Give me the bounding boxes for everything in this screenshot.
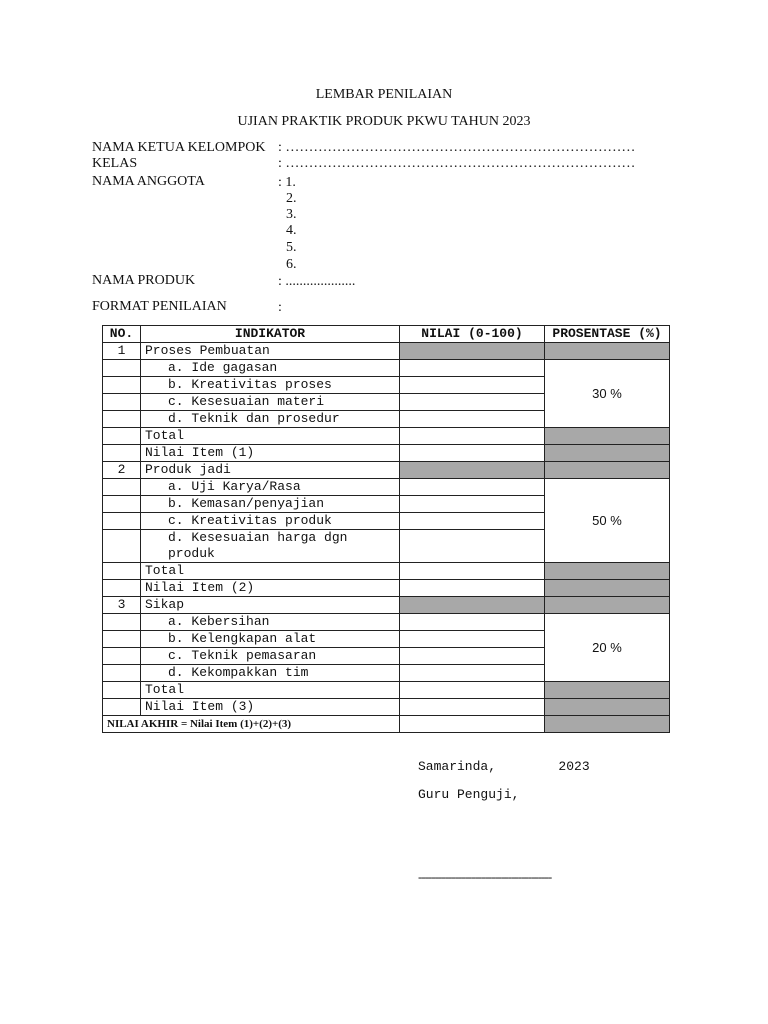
shaded-cell (545, 580, 670, 597)
nilai-item-label: Nilai Item (3) (141, 699, 400, 716)
score-cell[interactable] (400, 360, 545, 377)
doc-subtitle: UJIAN PRAKTIK PRODUK PKWU TAHUN 2023 (237, 114, 531, 129)
shaded-cell (545, 445, 670, 462)
indicator-item: d. Kesesuaian harga dgn produk (141, 530, 400, 563)
empty-cell (103, 682, 141, 699)
section-no: 2 (103, 462, 141, 479)
total-label: Total (141, 428, 400, 445)
indicator-item: c. Kesesuaian materi (141, 394, 400, 411)
examiner-role: Guru Penguji, (418, 787, 520, 802)
score-cell[interactable] (400, 428, 545, 445)
anggota-item: 6. (286, 257, 297, 272)
shaded-cell (545, 716, 670, 733)
shaded-cell (400, 597, 545, 614)
table-row (103, 479, 670, 496)
format-label: FORMAT PENILAIAN (92, 299, 227, 314)
empty-cell (103, 699, 141, 716)
section-title: Produk jadi (141, 462, 400, 479)
table-row (103, 445, 670, 462)
empty-cell (103, 614, 141, 631)
doc-title: LEMBAR PENILAIAN (315, 87, 453, 102)
score-cell[interactable] (400, 496, 545, 513)
empty-cell (103, 377, 141, 394)
indicator-item: b. Kreativitas proses (141, 377, 400, 394)
anggota-item: 4. (286, 223, 297, 238)
score-cell[interactable] (400, 563, 545, 580)
anggota-item: 5. (286, 240, 297, 255)
section-title: Proses Pembuatan (141, 343, 400, 360)
empty-cell (103, 631, 141, 648)
shaded-cell (545, 699, 670, 716)
table-row (103, 343, 670, 360)
empty-cell (103, 563, 141, 580)
anggota-item: : 1. (278, 175, 296, 190)
shaded-cell (400, 343, 545, 360)
header-indikator: INDIKATOR (141, 326, 400, 343)
table-row (103, 580, 670, 597)
empty-cell (103, 479, 141, 496)
shaded-cell (545, 343, 670, 360)
percent-cell: 50 % (545, 479, 670, 563)
produk-value: : .................... (278, 274, 356, 289)
empty-cell (103, 445, 141, 462)
place-date: Samarinda, 2023 (418, 759, 590, 774)
table-header-row (103, 326, 670, 343)
empty-cell (103, 665, 141, 682)
score-cell[interactable] (400, 377, 545, 394)
total-label: Total (141, 682, 400, 699)
percent-cell: 20 % (545, 614, 670, 682)
kelas-value: : ………………………………………………………………… (278, 156, 636, 171)
ketua-value: : ………………………………………………………………… (278, 140, 636, 155)
table-row (103, 682, 670, 699)
nilai-item-label: Nilai Item (2) (141, 580, 400, 597)
section-no: 1 (103, 343, 141, 360)
score-cell[interactable] (400, 699, 545, 716)
score-cell[interactable] (400, 479, 545, 496)
indicator-item: c. Teknik pemasaran (141, 648, 400, 665)
score-cell[interactable] (400, 614, 545, 631)
empty-cell (103, 648, 141, 665)
empty-cell (103, 530, 141, 563)
table-row (103, 563, 670, 580)
empty-cell (103, 394, 141, 411)
header-prosentase: PROSENTASE (%) (545, 326, 670, 343)
score-cell[interactable] (400, 530, 545, 563)
score-cell[interactable] (400, 716, 545, 733)
score-cell[interactable] (400, 394, 545, 411)
format-value: : (278, 300, 282, 315)
ketua-label: NAMA KETUA KELOMPOK (92, 140, 266, 155)
score-cell[interactable] (400, 665, 545, 682)
empty-cell (103, 580, 141, 597)
table-row (103, 428, 670, 445)
score-cell[interactable] (400, 411, 545, 428)
empty-cell (103, 496, 141, 513)
section-no: 3 (103, 597, 141, 614)
percent-cell: 30 % (545, 360, 670, 428)
anggota-item: 2. (286, 191, 297, 206)
anggota-item: 3. (286, 207, 297, 222)
final-row (103, 716, 670, 733)
score-cell[interactable] (400, 631, 545, 648)
table-row (103, 699, 670, 716)
header-nilai: NILAI (0-100) (400, 326, 545, 343)
shaded-cell (545, 682, 670, 699)
empty-cell (103, 411, 141, 428)
score-cell[interactable] (400, 580, 545, 597)
empty-cell (103, 428, 141, 445)
score-cell[interactable] (400, 648, 545, 665)
indicator-item: d. Teknik dan prosedur (141, 411, 400, 428)
shaded-cell (545, 563, 670, 580)
nilai-item-label: Nilai Item (1) (141, 445, 400, 462)
shaded-cell (545, 462, 670, 479)
total-label: Total (141, 563, 400, 580)
shaded-cell (545, 428, 670, 445)
indicator-item: a. Kebersihan (141, 614, 400, 631)
empty-cell (103, 513, 141, 530)
table-row (103, 597, 670, 614)
indicator-item: a. Ide gagasan (141, 360, 400, 377)
header-no: NO. (103, 326, 141, 343)
table-row (103, 360, 670, 377)
table-row (103, 462, 670, 479)
score-cell[interactable] (400, 682, 545, 699)
indicator-item: b. Kemasan/penyajian (141, 496, 400, 513)
kelas-label: KELAS (92, 156, 138, 171)
score-cell[interactable] (400, 513, 545, 530)
produk-label: NAMA PRODUK (92, 273, 196, 288)
section-title: Sikap (141, 597, 400, 614)
signature-line: ---------------------------------------- (418, 869, 552, 884)
indicator-item: d. Kekompakkan tim (141, 665, 400, 682)
indicator-item: a. Uji Karya/Rasa (141, 479, 400, 496)
assessment-table (102, 325, 670, 733)
anggota-label: NAMA ANGGOTA (92, 174, 205, 189)
score-cell[interactable] (400, 445, 545, 462)
table-row (103, 614, 670, 631)
shaded-cell (400, 462, 545, 479)
final-score-label: NILAI AKHIR = Nilai Item (1)+(2)+(3) (103, 716, 400, 733)
indicator-item: c. Kreativitas produk (141, 513, 400, 530)
indicator-item: b. Kelengkapan alat (141, 631, 400, 648)
empty-cell (103, 360, 141, 377)
shaded-cell (545, 597, 670, 614)
